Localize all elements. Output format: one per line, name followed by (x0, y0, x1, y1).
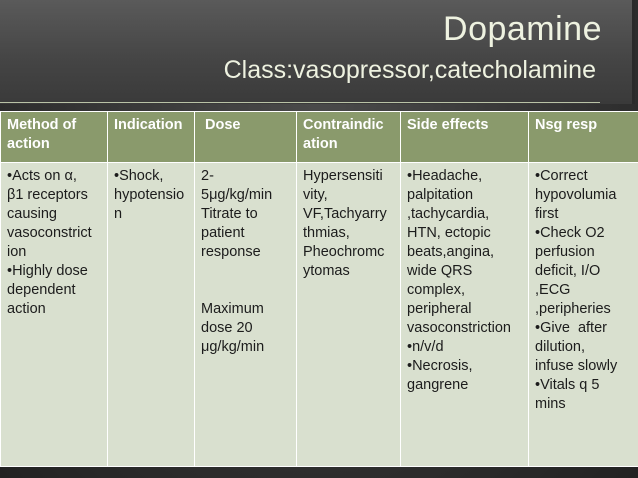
cell-text-line: action (7, 301, 46, 317)
header-text: ation (303, 136, 338, 152)
cell-text-line: complex, (407, 282, 466, 298)
cell-text-line: patient (201, 225, 245, 241)
header-indication (108, 112, 195, 163)
cell-text-line: vasoconstrict (7, 225, 92, 241)
cell-text-line: μg/kg/min (201, 339, 265, 355)
cell-text-line: gangrene (407, 377, 469, 393)
cell-text-line: wide QRS (407, 263, 473, 279)
cell-text-line: infuse slowly (535, 358, 618, 374)
cell-text-line: •Necrosis, (407, 358, 473, 374)
cell-text-line: •Shock, (114, 168, 164, 184)
dose-gap (201, 262, 290, 300)
cell-text-line: beats,angina, (407, 244, 495, 260)
cell-text-line: ,ECG (535, 282, 571, 298)
header-nsg-resp (529, 112, 638, 163)
cell-method-of-action (1, 163, 108, 467)
header-text: Indication (114, 117, 183, 133)
cell-text-line: VF,Tachyarry (303, 206, 387, 222)
cell-text-line: 2- (201, 168, 214, 184)
cell-text-line: thmias, (303, 225, 350, 241)
cell-text-line: vasoconstriction (407, 320, 511, 336)
header-side-effects (401, 112, 529, 163)
header-text: Nsg resp (535, 117, 598, 133)
cell-text-line: hypotensio (114, 187, 185, 203)
cell-side-effects (401, 163, 529, 467)
cell-text-line: ,peripheries (535, 301, 611, 317)
table-header-row (1, 112, 638, 163)
slide-title: Dopamine (443, 10, 602, 48)
title-divider (0, 102, 600, 103)
cell-text-line: dependent (7, 282, 76, 298)
cell-text-line: peripheral (407, 301, 472, 317)
cell-text-line: hypovolumia (535, 187, 617, 203)
cell-text-line: perfusion (535, 244, 595, 260)
slide-subtitle: Class:vasopressor,catecholamine (223, 56, 596, 84)
cell-text-line: •Check O2 (535, 225, 605, 241)
cell-text-line: Titrate to (201, 206, 258, 222)
cell-indication (108, 163, 195, 467)
cell-text-line: n (114, 206, 123, 222)
header-text: action (7, 136, 50, 152)
cell-text-line: •Headache, (407, 168, 483, 184)
cell-text-line: •Vitals q 5 (535, 377, 600, 393)
cell-text-line: causing (7, 206, 57, 222)
header-contraindication (297, 112, 401, 163)
dose-maximum (201, 300, 290, 357)
header-text: Contraindic (303, 117, 384, 133)
cell-text-line: 5μg/kg/min (201, 187, 273, 203)
cell-text-line: ytomas (303, 263, 350, 279)
cell-text-line: ,tachycardia, (407, 206, 490, 222)
header-text: Side effects (407, 117, 489, 133)
title-bar (0, 0, 635, 104)
cell-dose (195, 163, 297, 467)
cell-text-line: Pheochromc (303, 244, 385, 260)
cell-text-line: HTN, ectopic (407, 225, 491, 241)
header-text: Dose (201, 117, 241, 133)
cell-text-line: •Give after (535, 320, 607, 336)
dose-range (201, 167, 290, 262)
header-dose (195, 112, 297, 163)
cell-text-line: β1 receptors (7, 187, 88, 203)
cell-text-line: •Acts on α, (7, 168, 77, 184)
cell-nsg-resp (529, 163, 638, 467)
cell-text-line: vity, (303, 187, 328, 203)
cell-text-line: •Correct (535, 168, 588, 184)
cell-text-line: dilution, (535, 339, 585, 355)
cell-text-line: Maximum (201, 301, 264, 317)
cell-text-line: response (201, 244, 261, 260)
cell-text-line: first (535, 206, 559, 222)
table-row (1, 163, 638, 467)
cell-text-line: •n/v/d (407, 339, 444, 355)
drug-table (0, 111, 638, 467)
cell-text-line: •Highly dose (7, 263, 88, 279)
header-text: Method of (7, 117, 77, 133)
cell-text-line: mins (535, 396, 566, 412)
cell-text-line: dose 20 (201, 320, 253, 336)
header-method-of-action (1, 112, 108, 163)
cell-text-line: Hypersensiti (303, 168, 383, 184)
cell-contraindication (297, 163, 401, 467)
cell-text-line: palpitation (407, 187, 474, 203)
cell-text-line: deficit, I/O (535, 263, 601, 279)
cell-text-line: ion (7, 244, 27, 260)
